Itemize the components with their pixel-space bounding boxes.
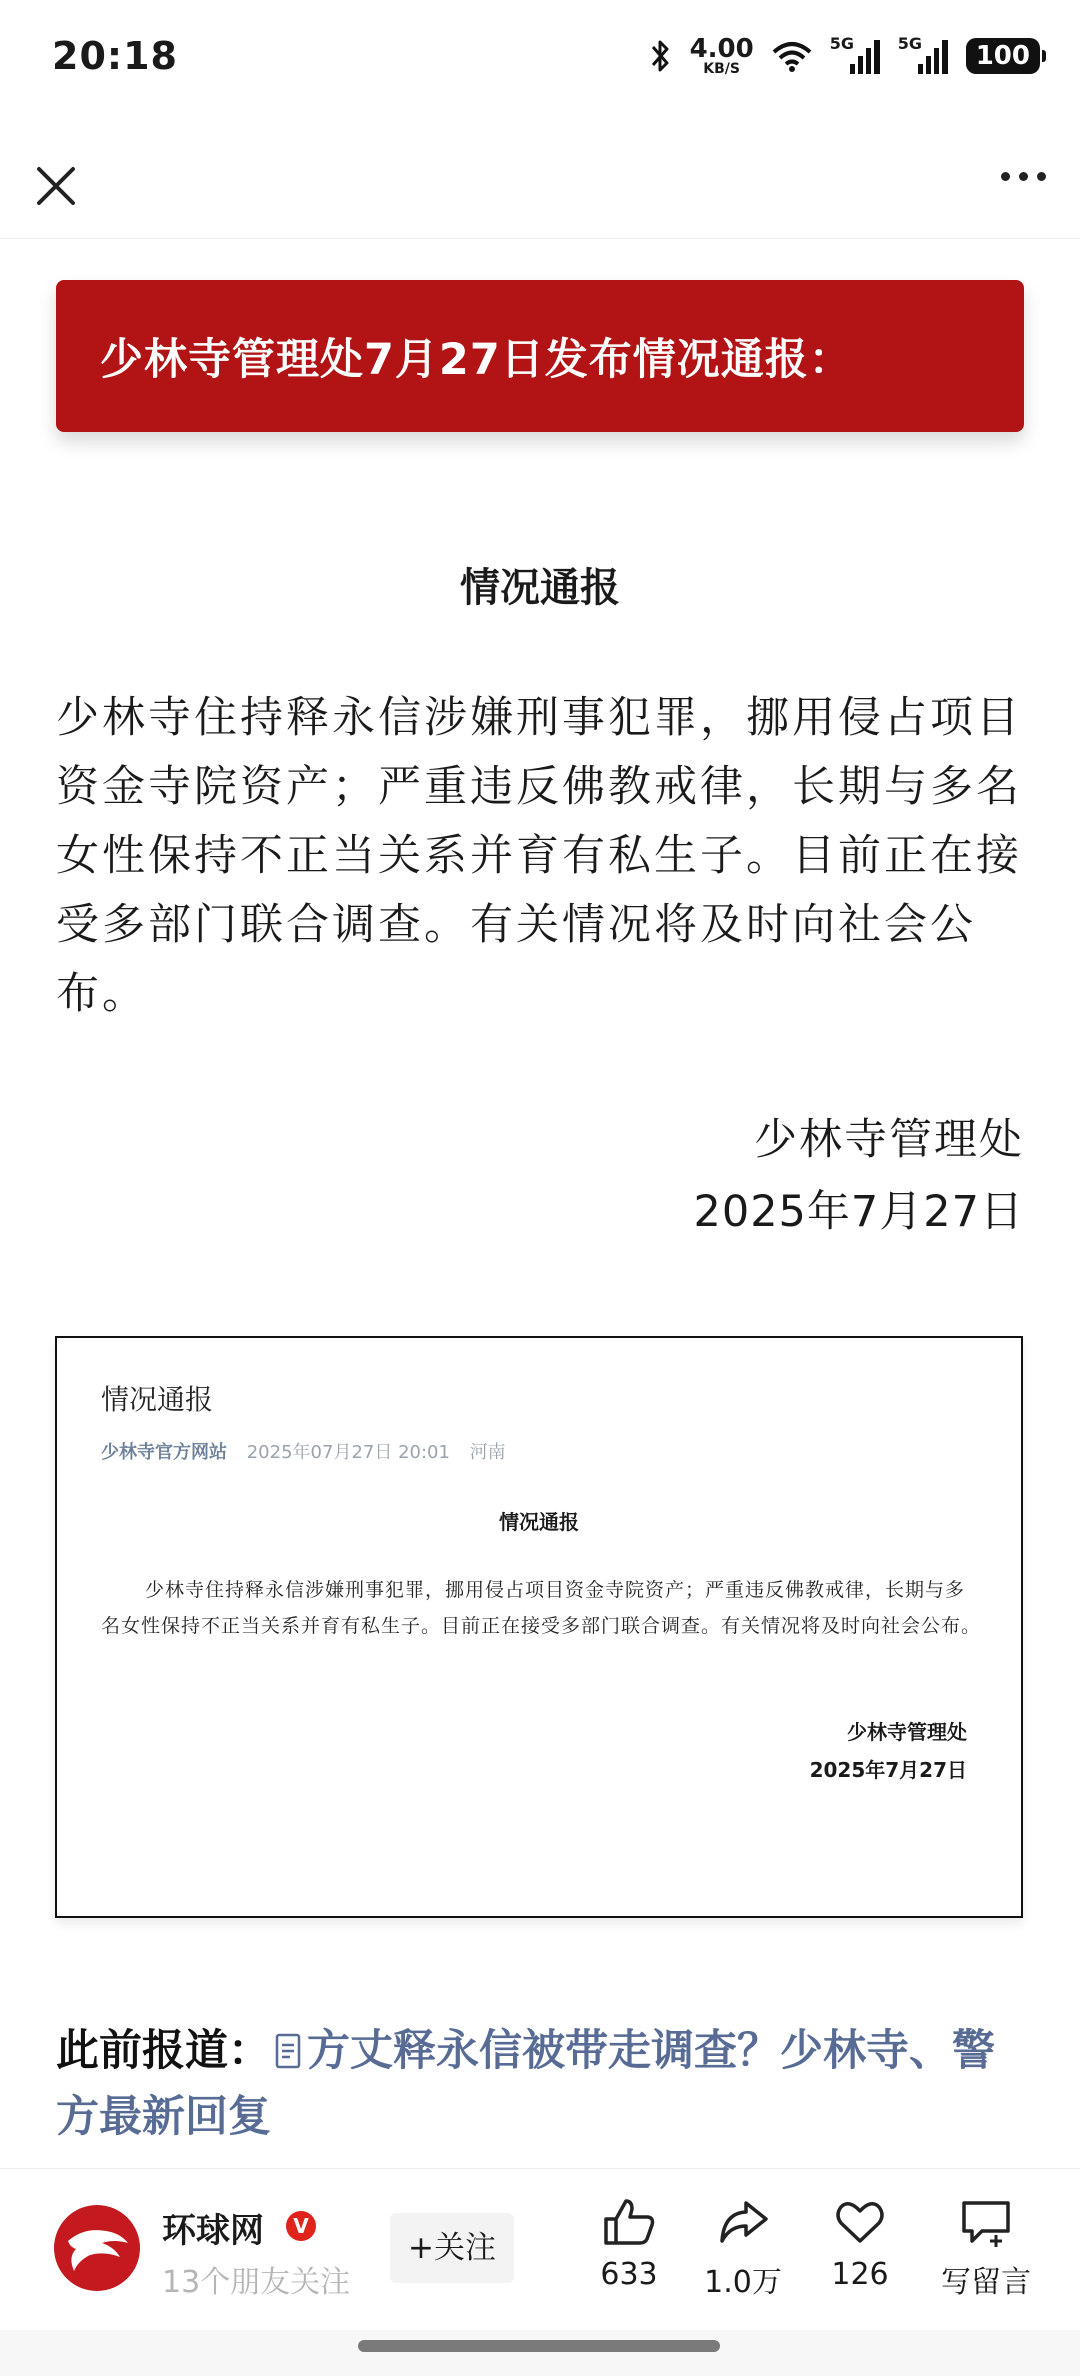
article-sign-org: 少林寺管理处 bbox=[754, 1115, 1024, 1165]
banner-text: 少林寺管理处7月27日发布情况通报： bbox=[100, 335, 853, 385]
embed-datetime: 2025年07月27日 20:01 bbox=[246, 1442, 450, 1463]
article-sign-date: 2025年7月27日 bbox=[693, 1187, 1024, 1237]
share-count: 1.0万 bbox=[704, 2265, 782, 2300]
bottom-bar bbox=[0, 2168, 1080, 2339]
signal-icon: 5G bbox=[898, 38, 948, 74]
like-button[interactable] bbox=[584, 2197, 674, 2292]
close-icon bbox=[30, 160, 82, 212]
status-time: 20:18 bbox=[52, 34, 178, 78]
like-count: 633 bbox=[600, 2257, 658, 2292]
embedded-screenshot[interactable] bbox=[55, 1336, 1023, 1918]
home-indicator[interactable] bbox=[358, 2340, 720, 2352]
account-name[interactable]: 环球网 bbox=[162, 2211, 264, 2251]
nav-bar bbox=[0, 150, 1080, 239]
close-button[interactable] bbox=[30, 160, 82, 212]
wifi-icon bbox=[772, 40, 812, 72]
comment-button[interactable] bbox=[931, 2197, 1041, 2301]
embed-heading: 情况通报 bbox=[499, 1510, 579, 1534]
previous-report bbox=[56, 2018, 1026, 2150]
embed-org: 少林寺管理处 bbox=[847, 1720, 967, 1744]
article-body: 少林寺住持释永信涉嫌刑事犯罪，挪用侵占项目资金寺院资产；严重违反佛教戒律，长期与多名女性保持不正当关系并育有私生子。目前正在接受多部门联合调查。有关情况将及时向社会公布。 bbox=[56, 693, 1022, 1019]
more-button[interactable] bbox=[1001, 172, 1046, 181]
bluetooth-icon bbox=[650, 38, 672, 74]
gesture-area bbox=[0, 2330, 1080, 2376]
signal-icon: 5G bbox=[830, 38, 880, 74]
status-bar bbox=[0, 0, 1080, 116]
embed-body: 少林寺住持释永信涉嫌刑事犯罪，挪用侵占项目资金寺院资产；严重违反佛教戒律，长期与多名女性保持不正当关系并育有私生子。目前正在接受多部门联合调查。有关情况将及时向社会公布。 bbox=[101, 1579, 982, 1637]
net-speed: 4.00 KB/S bbox=[689, 34, 754, 77]
embed-title: 情况通报 bbox=[101, 1383, 214, 1416]
comment-label: 写留言 bbox=[941, 2265, 1031, 2300]
document-icon bbox=[275, 2033, 301, 2069]
comment-icon bbox=[958, 2197, 1014, 2247]
favorite-count: 126 bbox=[831, 2257, 889, 2292]
share-button[interactable] bbox=[698, 2197, 788, 2301]
avatar[interactable] bbox=[54, 2205, 140, 2291]
account-logo-icon bbox=[54, 2205, 140, 2291]
article-title: 情况通报 bbox=[460, 565, 620, 611]
more-icon bbox=[1001, 172, 1010, 181]
previous-report-label: 此前报道： bbox=[56, 2026, 271, 2076]
verified-badge: V bbox=[286, 2211, 316, 2241]
headline-banner bbox=[56, 280, 1024, 432]
battery-icon: 100 bbox=[966, 38, 1040, 74]
embed-location: 河南 bbox=[469, 1442, 506, 1463]
friends-follow-count: 13个朋友关注 bbox=[162, 2265, 351, 2300]
status-icons bbox=[650, 30, 1040, 82]
favorite-button[interactable] bbox=[815, 2197, 905, 2292]
embed-meta bbox=[101, 1438, 506, 1464]
embed-date: 2025年7月27日 bbox=[809, 1758, 967, 1782]
previous-report-link[interactable]: 方丈释永信被带走调查？少林寺、警方最新回复 bbox=[56, 2026, 995, 2142]
heart-icon bbox=[833, 2197, 887, 2247]
embed-source: 少林寺官方网站 bbox=[101, 1442, 227, 1463]
thumbs-up-icon bbox=[602, 2197, 656, 2247]
share-icon bbox=[716, 2197, 770, 2247]
follow-button[interactable]: +关注 bbox=[390, 2213, 514, 2283]
